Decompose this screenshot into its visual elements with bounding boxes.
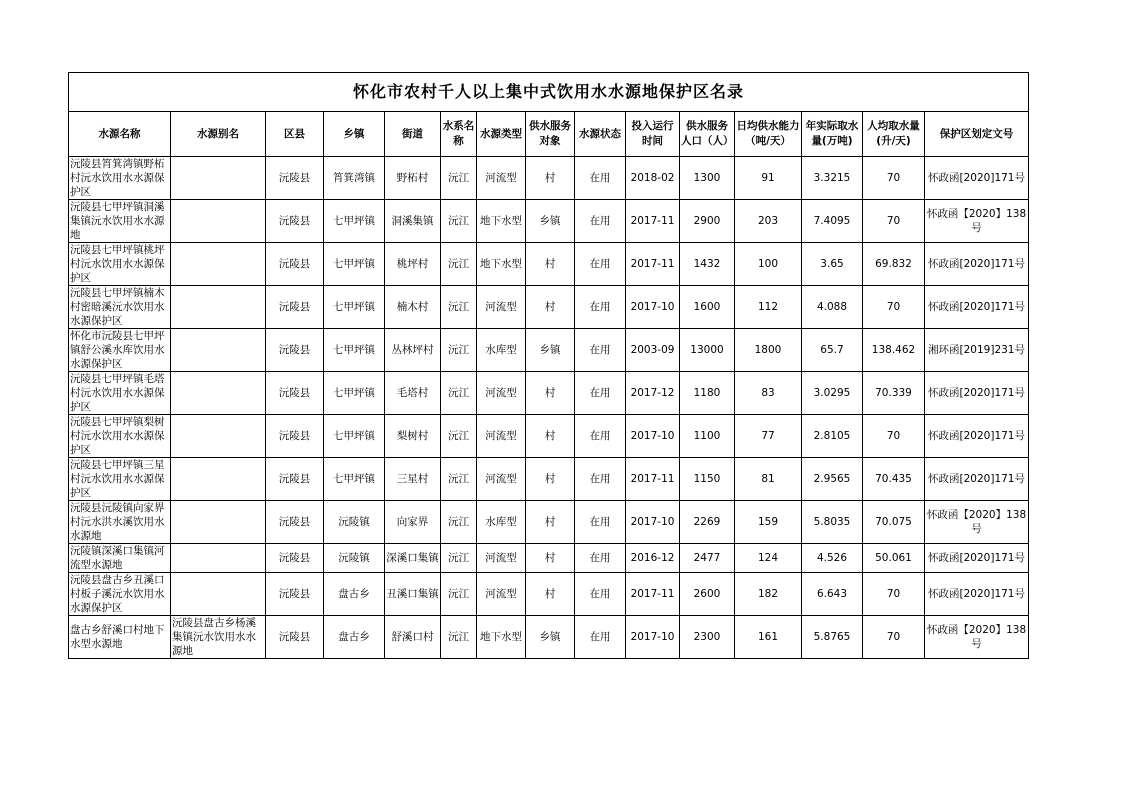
cell-status: 在用 [575, 157, 626, 200]
cell-street: 向家界 [385, 501, 441, 544]
cell-target: 村 [526, 286, 575, 329]
cell-cap: 161 [735, 616, 802, 659]
column-header: 水源别名 [171, 112, 266, 157]
cell-river: 沅江 [441, 501, 477, 544]
cell-percap: 70 [863, 286, 925, 329]
column-header: 区县 [266, 112, 324, 157]
column-header: 供水服务人口（人） [680, 112, 735, 157]
cell-type: 河流型 [477, 157, 526, 200]
cell-date: 2017-11 [626, 573, 680, 616]
cell-target: 村 [526, 243, 575, 286]
cell-river: 沅江 [441, 157, 477, 200]
cell-alias [171, 458, 266, 501]
cell-annual: 7.4095 [802, 200, 863, 243]
cell-type: 地下水型 [477, 616, 526, 659]
cell-county: 沅陵县 [266, 243, 324, 286]
column-header: 水系名称 [441, 112, 477, 157]
cell-doc: 湘环函[2019]231号 [925, 329, 1029, 372]
cell-county: 沅陵县 [266, 286, 324, 329]
cell-town: 七甲坪镇 [324, 329, 385, 372]
cell-river: 沅江 [441, 243, 477, 286]
cell-pop: 13000 [680, 329, 735, 372]
table-row [69, 573, 1029, 616]
cell-cap: 1800 [735, 329, 802, 372]
cell-street: 野柘村 [385, 157, 441, 200]
cell-town: 七甲坪镇 [324, 415, 385, 458]
cell-river: 沅江 [441, 372, 477, 415]
cell-pop: 1150 [680, 458, 735, 501]
header-row [69, 112, 1029, 157]
cell-alias: 沅陵县盘古乡杨溪集镇沅水饮用水水源地 [171, 616, 266, 659]
table-row [69, 157, 1029, 200]
cell-cap: 203 [735, 200, 802, 243]
cell-percap: 70 [863, 200, 925, 243]
cell-name: 沅陵县沅陵镇向家界村沅水洪水溪饮用水水源地 [69, 501, 171, 544]
table-body [69, 157, 1029, 659]
cell-pop: 2477 [680, 544, 735, 573]
column-header: 水源状态 [575, 112, 626, 157]
cell-pop: 2269 [680, 501, 735, 544]
table-row [69, 200, 1029, 243]
cell-river: 沅江 [441, 329, 477, 372]
cell-name: 沅陵县七甲坪镇三星村沅水饮用水水源保护区 [69, 458, 171, 501]
cell-street: 丑溪口集镇 [385, 573, 441, 616]
cell-cap: 81 [735, 458, 802, 501]
cell-type: 河流型 [477, 458, 526, 501]
cell-type: 河流型 [477, 544, 526, 573]
cell-cap: 100 [735, 243, 802, 286]
column-header: 日均供水能力（吨/天） [735, 112, 802, 157]
cell-date: 2016-12 [626, 544, 680, 573]
cell-town: 七甲坪镇 [324, 458, 385, 501]
cell-alias [171, 286, 266, 329]
cell-doc: 怀政函[2020]171号 [925, 573, 1029, 616]
cell-status: 在用 [575, 544, 626, 573]
cell-target: 村 [526, 372, 575, 415]
cell-date: 2018-02 [626, 157, 680, 200]
cell-town: 七甲坪镇 [324, 200, 385, 243]
cell-county: 沅陵县 [266, 458, 324, 501]
cell-pop: 2900 [680, 200, 735, 243]
cell-name: 沅陵县七甲坪镇梨树村沅水饮用水水源保护区 [69, 415, 171, 458]
cell-town: 七甲坪镇 [324, 243, 385, 286]
cell-street: 毛塔村 [385, 372, 441, 415]
cell-alias [171, 544, 266, 573]
cell-county: 沅陵县 [266, 501, 324, 544]
cell-annual: 4.526 [802, 544, 863, 573]
cell-percap: 70 [863, 415, 925, 458]
cell-percap: 138.462 [863, 329, 925, 372]
cell-name: 怀化市沅陵县七甲坪镇舒公溪水库饮用水水源保护区 [69, 329, 171, 372]
cell-river: 沅江 [441, 616, 477, 659]
cell-target: 村 [526, 157, 575, 200]
cell-annual: 2.8105 [802, 415, 863, 458]
cell-alias [171, 501, 266, 544]
cell-annual: 3.0295 [802, 372, 863, 415]
cell-type: 河流型 [477, 372, 526, 415]
cell-annual: 3.3215 [802, 157, 863, 200]
cell-town: 盘古乡 [324, 616, 385, 659]
cell-target: 乡镇 [526, 616, 575, 659]
cell-county: 沅陵县 [266, 157, 324, 200]
cell-type: 水库型 [477, 329, 526, 372]
cell-county: 沅陵县 [266, 200, 324, 243]
cell-annual: 65.7 [802, 329, 863, 372]
cell-doc: 怀政函【2020】138号 [925, 200, 1029, 243]
cell-annual: 3.65 [802, 243, 863, 286]
cell-county: 沅陵县 [266, 372, 324, 415]
cell-annual: 2.9565 [802, 458, 863, 501]
cell-status: 在用 [575, 286, 626, 329]
cell-percap: 50.061 [863, 544, 925, 573]
cell-date: 2017-11 [626, 458, 680, 501]
cell-pop: 1600 [680, 286, 735, 329]
cell-status: 在用 [575, 573, 626, 616]
cell-pop: 2600 [680, 573, 735, 616]
cell-river: 沅江 [441, 458, 477, 501]
column-header: 人均取水量(升/天) [863, 112, 925, 157]
page-title: 怀化市农村千人以上集中式饮用水水源地保护区名录 [69, 73, 1029, 112]
cell-status: 在用 [575, 415, 626, 458]
column-header: 水源名称 [69, 112, 171, 157]
cell-town: 盘古乡 [324, 573, 385, 616]
cell-street: 楠木村 [385, 286, 441, 329]
cell-name: 沅陵县七甲坪镇桃坪村沅水饮用水水源保护区 [69, 243, 171, 286]
cell-river: 沅江 [441, 200, 477, 243]
cell-target: 乡镇 [526, 200, 575, 243]
cell-doc: 怀政函[2020]171号 [925, 286, 1029, 329]
cell-type: 地下水型 [477, 243, 526, 286]
cell-percap: 70.075 [863, 501, 925, 544]
cell-county: 沅陵县 [266, 415, 324, 458]
cell-cap: 91 [735, 157, 802, 200]
cell-percap: 70 [863, 157, 925, 200]
cell-annual: 6.643 [802, 573, 863, 616]
cell-date: 2017-11 [626, 200, 680, 243]
cell-doc: 怀政函[2020]171号 [925, 544, 1029, 573]
cell-date: 2017-10 [626, 616, 680, 659]
cell-street: 丛林坪村 [385, 329, 441, 372]
cell-doc: 怀政函【2020】138号 [925, 501, 1029, 544]
cell-name: 沅陵县筲箕湾镇野柘村沅水饮用水水源保护区 [69, 157, 171, 200]
table-row [69, 329, 1029, 372]
table-row [69, 544, 1029, 573]
cell-doc: 怀政函[2020]171号 [925, 243, 1029, 286]
cell-percap: 70.435 [863, 458, 925, 501]
cell-date: 2017-10 [626, 501, 680, 544]
cell-annual: 5.8035 [802, 501, 863, 544]
cell-alias [171, 372, 266, 415]
cell-street: 三星村 [385, 458, 441, 501]
cell-name: 沅陵县七甲坪镇毛塔村沅水饮用水水源保护区 [69, 372, 171, 415]
cell-target: 乡镇 [526, 329, 575, 372]
cell-target: 村 [526, 458, 575, 501]
cell-name: 沅陵县七甲坪镇洞溪集镇沅水饮用水水源地 [69, 200, 171, 243]
cell-target: 村 [526, 501, 575, 544]
cell-street: 舒溪口村 [385, 616, 441, 659]
cell-doc: 怀政函【2020】138号 [925, 616, 1029, 659]
cell-percap: 69.832 [863, 243, 925, 286]
cell-status: 在用 [575, 372, 626, 415]
column-header: 街道 [385, 112, 441, 157]
cell-name: 盘古乡舒溪口村地下水型水源地 [69, 616, 171, 659]
table-row [69, 458, 1029, 501]
cell-cap: 182 [735, 573, 802, 616]
cell-type: 河流型 [477, 573, 526, 616]
cell-town: 七甲坪镇 [324, 286, 385, 329]
cell-status: 在用 [575, 200, 626, 243]
cell-alias [171, 157, 266, 200]
cell-river: 沅江 [441, 286, 477, 329]
cell-pop: 1432 [680, 243, 735, 286]
cell-river: 沅江 [441, 544, 477, 573]
cell-date: 2017-10 [626, 286, 680, 329]
table-row [69, 415, 1029, 458]
spreadsheet [68, 72, 1028, 659]
cell-town: 沅陵镇 [324, 544, 385, 573]
column-header: 水源类型 [477, 112, 526, 157]
cell-pop: 1300 [680, 157, 735, 200]
water-source-table [68, 72, 1029, 659]
cell-status: 在用 [575, 329, 626, 372]
cell-date: 2017-10 [626, 415, 680, 458]
cell-town: 筲箕湾镇 [324, 157, 385, 200]
cell-type: 河流型 [477, 286, 526, 329]
cell-type: 地下水型 [477, 200, 526, 243]
cell-status: 在用 [575, 458, 626, 501]
cell-percap: 70.339 [863, 372, 925, 415]
cell-doc: 怀政函[2020]171号 [925, 415, 1029, 458]
cell-status: 在用 [575, 243, 626, 286]
cell-alias [171, 243, 266, 286]
cell-county: 沅陵县 [266, 329, 324, 372]
cell-county: 沅陵县 [266, 544, 324, 573]
cell-status: 在用 [575, 616, 626, 659]
cell-river: 沅江 [441, 415, 477, 458]
cell-street: 梨树村 [385, 415, 441, 458]
cell-pop: 1100 [680, 415, 735, 458]
cell-town: 七甲坪镇 [324, 372, 385, 415]
cell-target: 村 [526, 573, 575, 616]
table-row [69, 243, 1029, 286]
cell-alias [171, 200, 266, 243]
cell-status: 在用 [575, 501, 626, 544]
cell-alias [171, 573, 266, 616]
cell-street: 桃坪村 [385, 243, 441, 286]
column-header: 供水服务对象 [526, 112, 575, 157]
cell-date: 2017-11 [626, 243, 680, 286]
cell-river: 沅江 [441, 573, 477, 616]
column-header: 乡镇 [324, 112, 385, 157]
cell-street: 深溪口集镇 [385, 544, 441, 573]
cell-pop: 1180 [680, 372, 735, 415]
column-header: 保护区划定文号 [925, 112, 1029, 157]
cell-cap: 112 [735, 286, 802, 329]
table-row [69, 501, 1029, 544]
cell-cap: 124 [735, 544, 802, 573]
cell-target: 村 [526, 544, 575, 573]
cell-type: 水库型 [477, 501, 526, 544]
cell-street: 洞溪集镇 [385, 200, 441, 243]
cell-percap: 70 [863, 616, 925, 659]
cell-cap: 159 [735, 501, 802, 544]
cell-pop: 2300 [680, 616, 735, 659]
cell-alias [171, 415, 266, 458]
cell-cap: 77 [735, 415, 802, 458]
table-row [69, 616, 1029, 659]
cell-doc: 怀政函[2020]171号 [925, 372, 1029, 415]
cell-annual: 4.088 [802, 286, 863, 329]
table-row [69, 286, 1029, 329]
table-row [69, 372, 1029, 415]
cell-name: 沅陵县七甲坪镇楠木村密暗溪沅水饮用水水源保护区 [69, 286, 171, 329]
column-header: 投入运行时间 [626, 112, 680, 157]
cell-doc: 怀政函[2020]171号 [925, 458, 1029, 501]
cell-doc: 怀政函[2020]171号 [925, 157, 1029, 200]
cell-county: 沅陵县 [266, 573, 324, 616]
cell-town: 沅陵镇 [324, 501, 385, 544]
cell-annual: 5.8765 [802, 616, 863, 659]
column-header: 年实际取水量(万吨) [802, 112, 863, 157]
cell-name: 沅陵县盘古乡丑溪口村板子溪沅水饮用水水源保护区 [69, 573, 171, 616]
cell-target: 村 [526, 415, 575, 458]
cell-county: 沅陵县 [266, 616, 324, 659]
cell-date: 2003-09 [626, 329, 680, 372]
cell-type: 河流型 [477, 415, 526, 458]
cell-percap: 70 [863, 573, 925, 616]
cell-date: 2017-12 [626, 372, 680, 415]
cell-alias [171, 329, 266, 372]
cell-cap: 83 [735, 372, 802, 415]
cell-name: 沅陵镇深溪口集镇河流型水源地 [69, 544, 171, 573]
